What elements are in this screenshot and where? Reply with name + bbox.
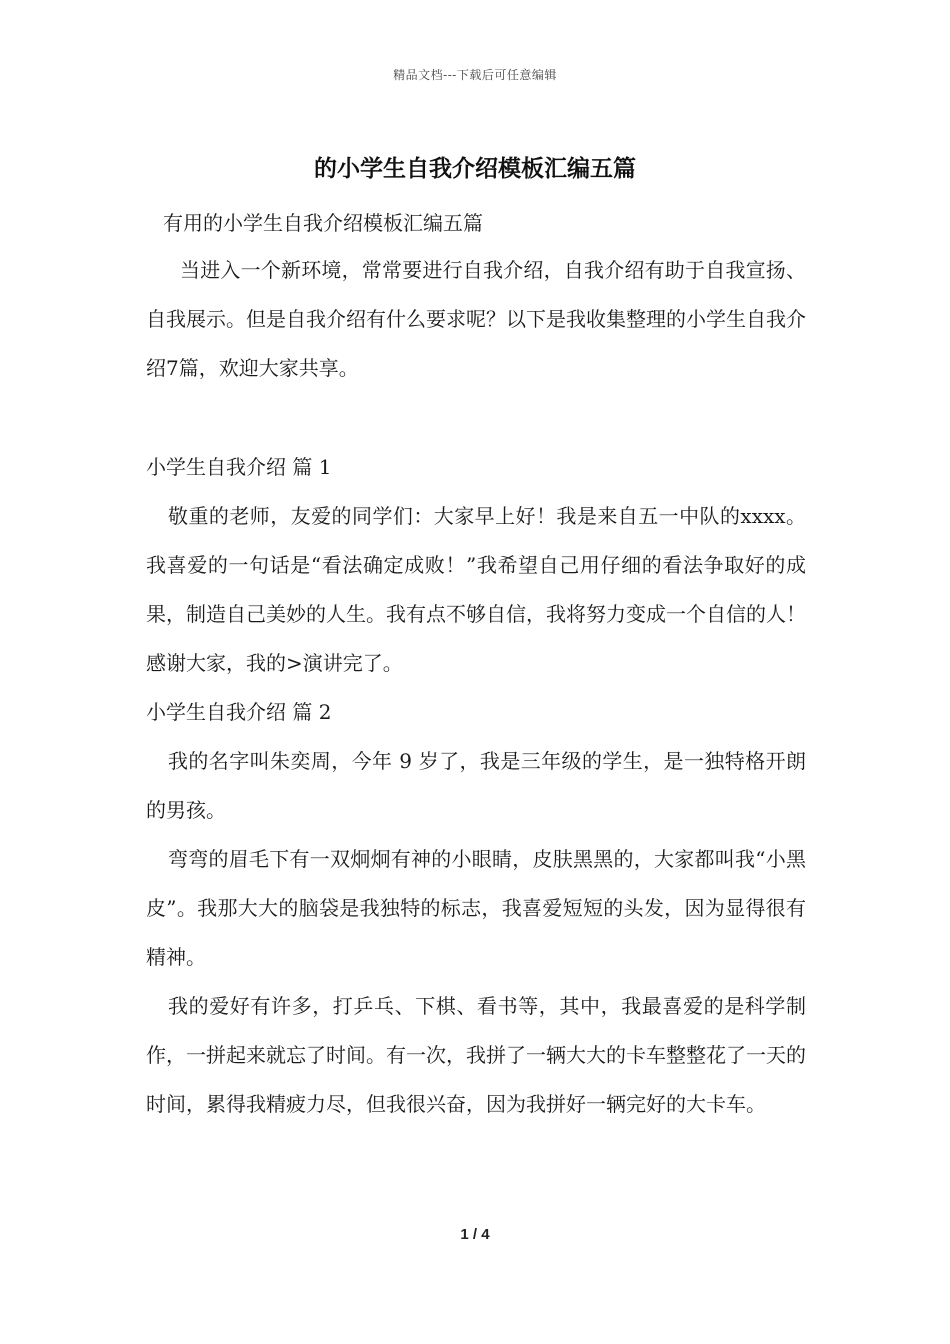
blank-line: [146, 393, 806, 443]
section-2-paragraph-3: 我的爱好有许多，打乒乓、下棋、看书等，其中，我最喜爱的是科学制作，一拼起来就忘了时间。有一次，我拼了一辆大大的卡车整整花了一天的时间，累得我精疲力尽，但我很兴奋，因为我拼好一辆完好的大卡车。: [146, 994, 806, 1116]
section-1-paragraph-1: 敬重的老师，友爱的同学们：大家早上好！我是来自五一中队的xxxx。我喜爱的一句话是“看法确定成败！”我希望自己用仔细的看法争取好的成果，制造自己美妙的人生。我有点不够自信，我将努力变成一个自信的人！感谢大家，我的>演讲完了。: [146, 504, 806, 675]
section-heading-1: 小学生自我介绍 篇 1: [146, 455, 332, 479]
section-2-paragraph-1: 我的名字叫朱奕周，今年 9 岁了，我是三年级的学生，是一独特格开朗的男孩。: [146, 749, 806, 822]
document-subtitle: 有用的小学生自我介绍模板汇编五篇: [163, 211, 483, 235]
section-heading-2: 小学生自我介绍 篇 2: [146, 700, 332, 724]
intro-paragraph: 当进入一个新环境，常常要进行自我介绍，自我介绍有助于自我宣扬、自我展示。但是自我介绍有什么要求呢？以下是我收集整理的小学生自我介绍7篇，欢迎大家共享。: [146, 258, 806, 380]
document-title: 的小学生自我介绍模板汇编五篇: [314, 155, 636, 182]
section-2-paragraph-2: 弯弯的眉毛下有一双炯炯有神的小眼睛，皮肤黑黑的，大家都叫我“小黑皮”。我那大大的脑袋是我独特的标志，我喜爱短短的头发，因为显得很有精神。: [146, 847, 806, 969]
header-note: 精品文档---下载后可任意编辑: [393, 68, 557, 82]
document-body: [146, 202, 806, 1129]
page-number: 1 / 4: [460, 1226, 490, 1243]
